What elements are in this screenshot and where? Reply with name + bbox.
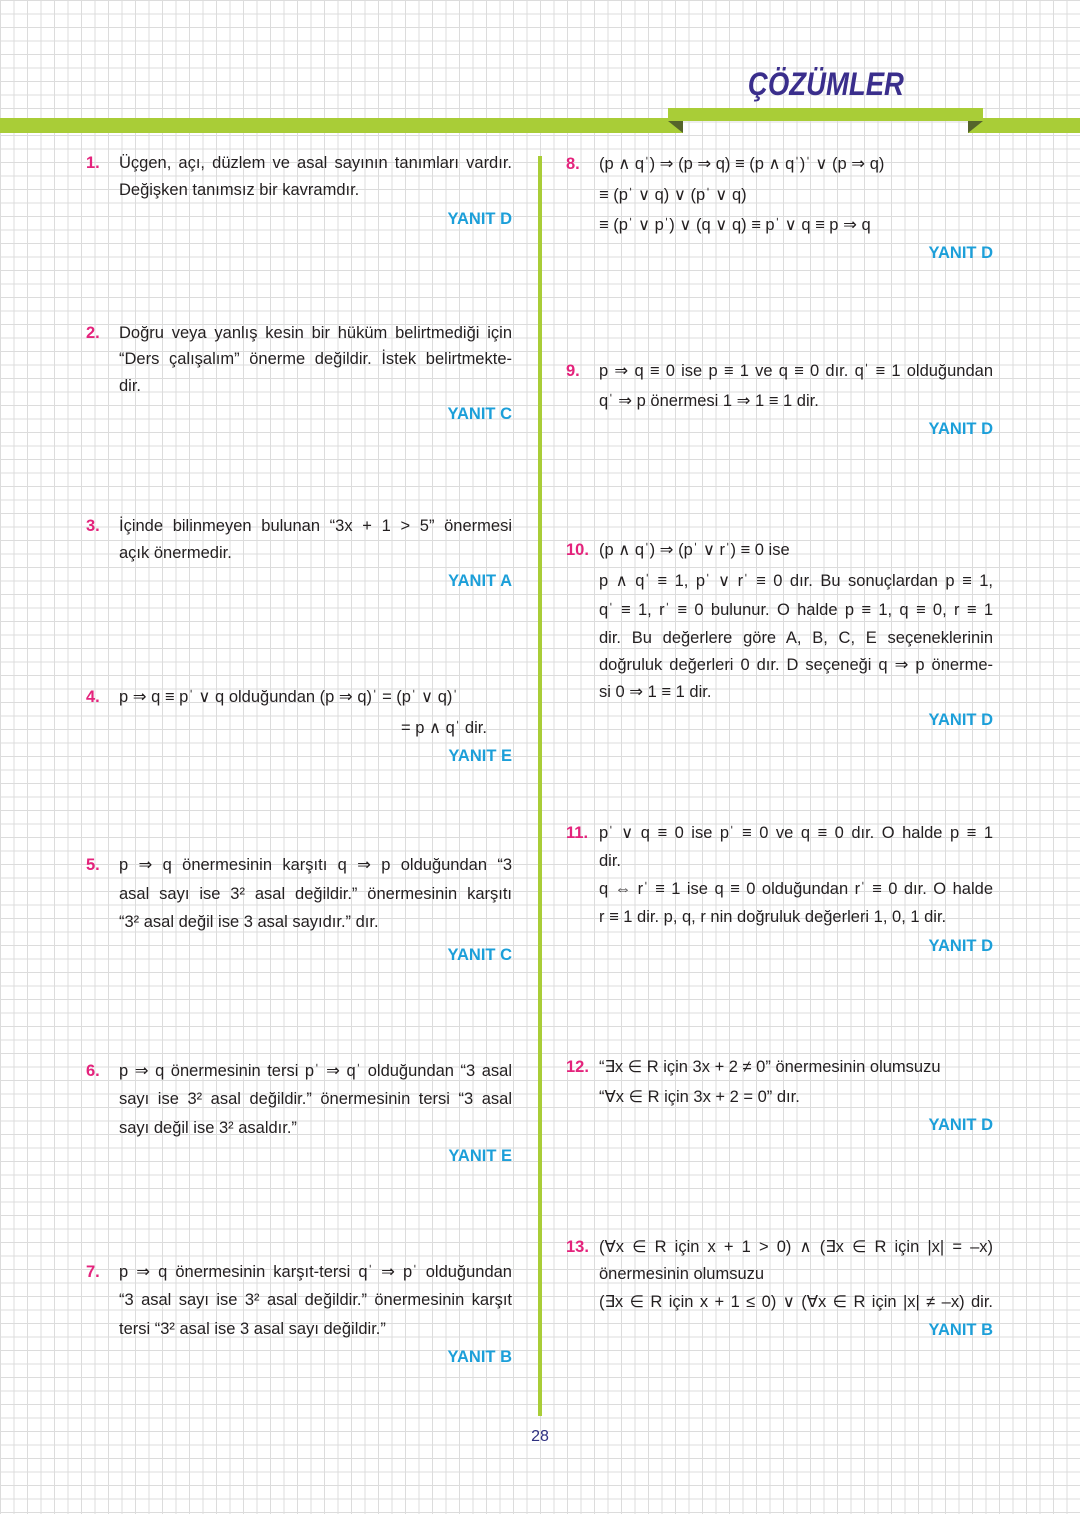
solution-line: p ⇒ q önermesinin karşıtı q ⇒ p olduğundan “3 xyxy=(119,856,512,874)
answer-label: YANIT C xyxy=(447,405,512,423)
solution-line: q ⇔ rˈ ≡ 1 ise q ≡ 0 olduğundan rˈ ≡ 0 dır. O halde xyxy=(599,880,993,898)
solution-line: (p ∧ qˈ) ⇒ (p ⇒ q) ≡ (p ∧ qˈ)ˈ ∨ (p ⇒ q) xyxy=(599,155,885,173)
solution-number: 3. xyxy=(86,517,100,535)
solution-number: 13. xyxy=(566,1238,589,1256)
solution-line: qˈ ⇒ p önermesi 1 ⇒ 1 ≡ 1 dir. xyxy=(599,392,819,410)
solution-line: Doğru veya yanlış kesin bir hüküm belirtmediği için xyxy=(119,324,512,342)
answer-label: YANIT D xyxy=(928,711,993,729)
solution-line: dir. Bu değerlere göre A, B, C, E seçeneklerinin xyxy=(599,629,993,647)
answer-label: YANIT B xyxy=(928,1321,993,1339)
solution-number: 1. xyxy=(86,154,100,172)
solution-number: 7. xyxy=(86,1263,100,1281)
solution-line: “∃x ∈ R için 3x + 2 ≠ 0” önermesinin olumsuzu xyxy=(599,1058,941,1076)
answer-label: YANIT C xyxy=(447,946,512,964)
solution-line: p ⇒ q önermesinin karşıt-tersi qˈ ⇒ pˈ olduğundan xyxy=(119,1263,512,1281)
solution-line: tersi “3² asal ise 3 asal sayı değildir.” xyxy=(119,1320,386,1338)
solution-line: “3 asal sayı ise 3² asal değildir.” önermesinin karşıt xyxy=(119,1291,512,1309)
solution-line: doğruluk değerleri 0 dır. D seçeneği q ⇒ p önerme- xyxy=(599,656,993,674)
solution-line: pˈ ∨ q ≡ 0 ise pˈ ≡ 0 ve q ≡ 0 dır. O halde p ≡ 1 xyxy=(599,824,993,842)
answer-label: YANIT B xyxy=(447,1348,512,1366)
solution-line: “3² asal değil ise 3 asal sayıdır.” dır. xyxy=(119,913,379,931)
solution-line: ≡ (pˈ ∨ pˈ) ∨ (q ∨ q) ≡ pˈ ∨ q ≡ p ⇒ q xyxy=(599,216,871,234)
solution-line: asal sayı ise 3² asal değildir.” önermesinin karşıtı xyxy=(119,885,512,903)
solution-line: ≡ (pˈ ∨ q) ∨ (pˈ ∨ q) xyxy=(599,186,747,204)
solution-number: 8. xyxy=(566,155,580,173)
solution-line: p ∧ qˈ ≡ 1, pˈ ∨ rˈ ≡ 0 dır. Bu sonuçlardan p ≡ 1, xyxy=(599,572,993,590)
solution-line: İçinde bilinmeyen bulunan “3x + 1 > 5” önermesi xyxy=(119,517,512,535)
page-number: 28 xyxy=(531,1428,549,1445)
solution-number: 4. xyxy=(86,688,100,706)
solution-line: r ≡ 1 dir. p, q, r nin doğruluk değerleri 1, 0, 1 dir. xyxy=(599,908,947,926)
answer-label: YANIT E xyxy=(448,747,512,765)
answer-label: YANIT D xyxy=(928,1116,993,1134)
solution-line: “Ders çalışalım” önerme değildir. İstek belirtmekte- xyxy=(119,350,512,368)
answer-label: YANIT D xyxy=(928,244,993,262)
column-divider xyxy=(538,156,542,1416)
solution-line: p ⇒ q ≡ 0 ise p ≡ 1 ve q ≡ 0 dır. qˈ ≡ 1 olduğundan xyxy=(599,362,993,380)
solution-line: p ⇒ q ≡ pˈ ∨ q olduğundan (p ⇒ q)ˈ = (pˈ ∨ q)ˈ xyxy=(119,688,458,706)
answer-label: YANIT A xyxy=(448,572,512,590)
answer-label: YANIT D xyxy=(447,210,512,228)
solution-number: 12. xyxy=(566,1058,589,1076)
solution-number: 5. xyxy=(86,856,100,874)
answer-label: YANIT D xyxy=(928,420,993,438)
solution-line: si 0 ⇒ 1 ≡ 1 dir. xyxy=(599,683,712,701)
solution-line: açık önermedir. xyxy=(119,544,232,562)
solution-number: 11. xyxy=(566,824,589,842)
solution-line: önermesinin olumsuzu xyxy=(599,1265,765,1283)
solution-line: sayı değil ise 3² asaldır.” xyxy=(119,1119,297,1137)
header-band-right xyxy=(968,118,1080,133)
solution-line: = p ∧ qˈ dir. xyxy=(401,719,487,737)
solution-line: Üçgen, açı, düzlem ve asal sayının tanımları vardır. xyxy=(119,154,512,172)
header-band-tab xyxy=(668,108,983,121)
band-fold-left xyxy=(668,121,683,133)
solution-line: p ⇒ q önermesinin tersi pˈ ⇒ qˈ olduğundan “3 asal xyxy=(119,1062,512,1080)
solution-line: (∀x ∈ R için x + 1 > 0) ∧ (∃x ∈ R için |x| = –x) xyxy=(599,1238,993,1256)
solution-line: dir. xyxy=(119,377,142,395)
solution-line: Değişken tanımsız bir kavramdır. xyxy=(119,181,360,199)
solution-number: 2. xyxy=(86,324,100,342)
solution-line: (p ∧ qˈ) ⇒ (pˈ ∨ rˈ) ≡ 0 ise xyxy=(599,541,790,559)
answer-label: YANIT E xyxy=(448,1147,512,1165)
solution-number: 10. xyxy=(566,541,589,559)
solution-line: dir. xyxy=(599,852,622,870)
solution-line: “∀x ∈ R için 3x + 2 = 0” dır. xyxy=(599,1088,800,1106)
solution-line: (∃x ∈ R için x + 1 ≤ 0) ∨ (∀x ∈ R için |x| ≠ –x) dir. xyxy=(599,1293,993,1311)
solution-line: qˈ ≡ 1, rˈ ≡ 0 bulunur. O halde p ≡ 1, q ≡ 0, r ≡ 1 xyxy=(599,601,993,619)
answer-label: YANIT D xyxy=(928,937,993,955)
solution-number: 9. xyxy=(566,362,580,380)
header-band-left xyxy=(0,118,683,133)
solution-line: sayı ise 3² asal değildir.” önermesinin tersi “3 asal xyxy=(119,1090,512,1108)
solution-number: 6. xyxy=(86,1062,100,1080)
page-title: ÇÖZÜMLER xyxy=(748,66,904,102)
band-fold-right xyxy=(968,121,983,133)
